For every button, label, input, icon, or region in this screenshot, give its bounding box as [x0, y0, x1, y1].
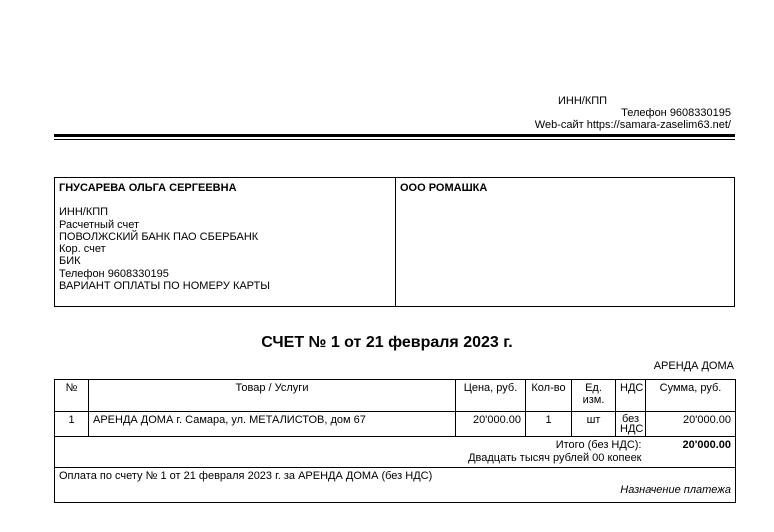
total-row: [55, 437, 736, 468]
supplier-bank: ПОВОЛЖСКИЙ БАНК ПАО СБЕРБАНК: [59, 230, 259, 243]
col-header-qty: Кол-во: [526, 380, 572, 412]
header-inn: ИНН/КПП: [558, 95, 608, 107]
row-vat: [616, 412, 646, 437]
header-phone: Телефон 9608330195: [621, 107, 731, 119]
total-label: Итого (без НДС):: [555, 439, 642, 451]
buyer-block: [396, 178, 734, 306]
col-header-unit-line2: изм.: [582, 394, 605, 406]
supplier-account: Расчетный счет: [59, 218, 140, 231]
col-header-vat: НДС: [616, 380, 646, 412]
purpose-label: Назначение платежа: [620, 484, 731, 496]
total-words: Двадцать тысяч рублей 00 копеек: [468, 452, 642, 464]
row-price: 20'000.00: [456, 412, 526, 437]
total-value: 20'000.00: [646, 437, 736, 468]
table-header-row: [55, 380, 736, 412]
supplier-payment-option: ВАРИАНТ ОПЛАТЫ ПО НОМЕРУ КАРТЫ: [59, 280, 270, 293]
header-divider-thin: [54, 139, 735, 140]
table-row: [55, 412, 736, 437]
supplier-bik: БИК: [59, 255, 81, 268]
col-header-unit: [572, 380, 616, 412]
col-header-item: Товар / Услуги: [89, 380, 456, 412]
purpose-row: [55, 468, 736, 503]
row-vat-line2: НДС: [620, 423, 644, 435]
row-num: 1: [55, 412, 89, 437]
total-label-cell: [55, 437, 646, 468]
supplier-phone: Телефон 9608330195: [59, 267, 169, 280]
parties-box: [54, 177, 735, 307]
buyer-name: ООО РОМАШКА: [400, 182, 488, 194]
supplier-inn: ИНН/КПП: [59, 206, 109, 219]
row-qty: 1: [526, 412, 572, 437]
col-header-sum: Сумма, руб.: [646, 380, 736, 412]
purpose-cell: [55, 468, 736, 503]
invoice-title: СЧЕТ № 1 от 21 февраля 2023 г.: [261, 334, 513, 351]
supplier-name: ГНУСАРЕВА ОЛЬГА СЕРГЕЕВНА: [59, 182, 237, 194]
row-vat-line1: без: [621, 413, 640, 425]
purpose-text: Оплата по счету № 1 от 21 февраля 2023 г. за АРЕНДА ДОМА (без НДС): [59, 470, 433, 482]
items-table: [54, 379, 736, 503]
header-website: Web-сайт https://samara-zaselim63.net/: [534, 119, 731, 131]
header-divider-thick: [54, 134, 735, 137]
row-item: АРЕНДА ДОМА г. Самара, ул. МЕТАЛИСТОВ, дом 67: [89, 412, 456, 437]
supplier-corr-account: Кор. счет: [59, 243, 106, 256]
invoice-subject: АРЕНДА ДОМА: [653, 360, 734, 372]
col-header-price: Цена, руб.: [456, 380, 526, 412]
col-header-num: №: [55, 380, 89, 412]
col-header-unit-line1: Ед.: [585, 382, 602, 394]
supplier-block: [55, 178, 396, 306]
row-sum: 20'000.00: [646, 412, 736, 437]
row-unit: шт: [572, 412, 616, 437]
